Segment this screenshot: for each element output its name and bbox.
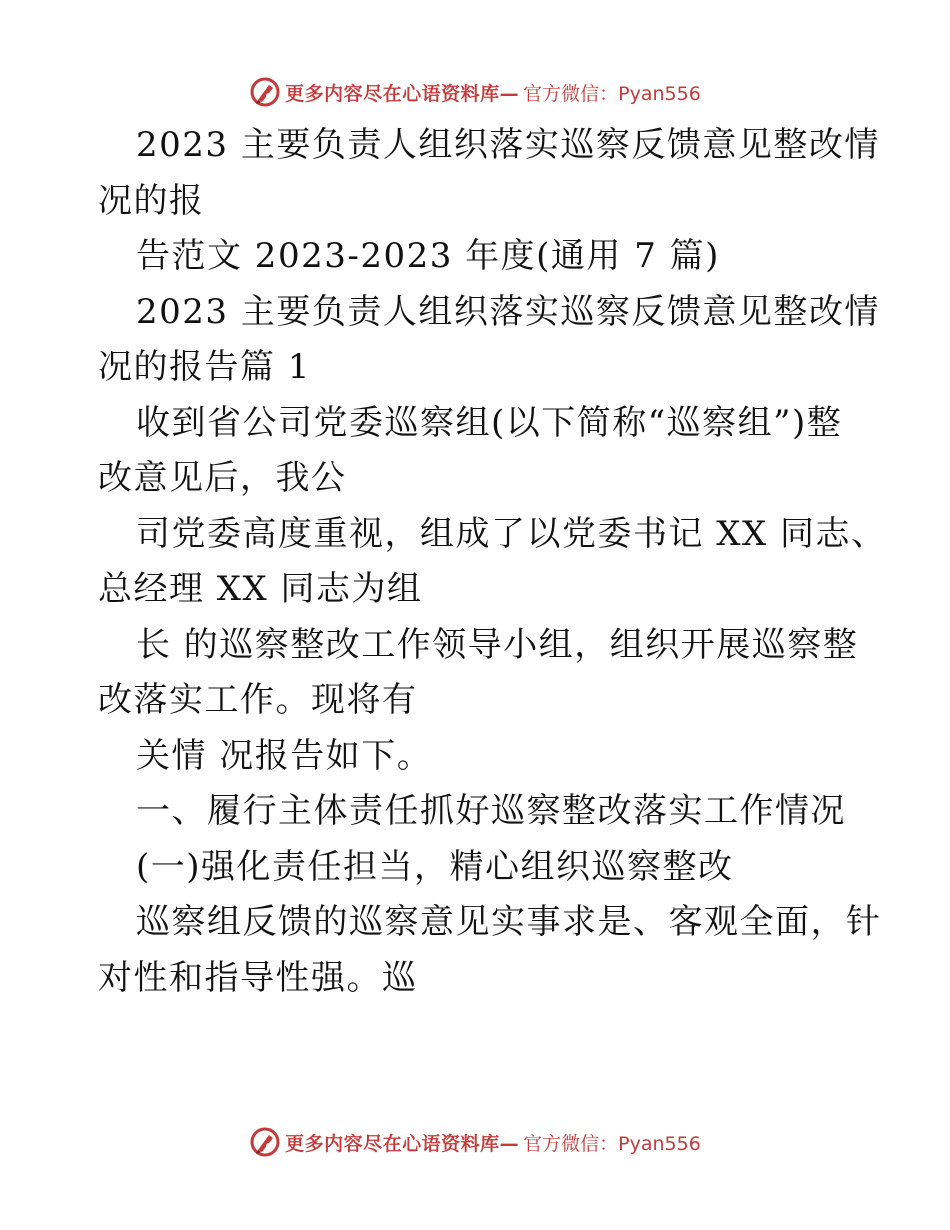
document-line: 关情 况报告如下。 <box>136 735 433 776</box>
document-line: 收到省公司党委巡察组(以下简称“巡察组”)整 <box>136 402 843 443</box>
document-line: 一、履行主体责任抓好巡察整改落实工作情况 <box>136 791 846 831</box>
document-line: 2023 主要负责人组织落实巡察反馈意见整改情 <box>136 291 880 332</box>
banner-slogan: 更多内容尽在心语资料库— <box>285 82 520 105</box>
pen-logo-icon <box>249 76 281 108</box>
document-line: 况的报告篇 1 <box>98 347 311 387</box>
banner-content <box>249 1126 701 1158</box>
banner-content <box>249 76 701 108</box>
document-line: 告范文 2023-2023 年度(通用 7 篇) <box>136 236 720 276</box>
document-line: 总经理 XX 同志为组 <box>98 569 423 609</box>
document-line: 司党委高度重视，组成了以党委书记 XX 同志、 <box>136 513 887 554</box>
pen-logo-icon <box>249 1126 281 1158</box>
banner-wechat-id: 官方微信：Pyan556 <box>523 1132 701 1155</box>
document-line: (一)强化责任担当，精心组织巡察整改 <box>136 846 734 887</box>
document-line: 长 的巡察整改工作领导小组，组织开展巡察整 <box>136 624 859 665</box>
document-body <box>98 118 887 1006</box>
document-line: 2023 主要负责人组织落实巡察反馈意见整改情 <box>136 125 880 165</box>
document-line: 巡察组反馈的巡察意见实事求是、客观全面，针 <box>136 902 882 942</box>
document-line: 改意见后，我公 <box>98 458 347 498</box>
banner-wechat-id: 官方微信：Pyan556 <box>523 82 701 105</box>
document-line: 对性和指导性强。巡 <box>98 957 418 998</box>
document-line: 况的报 <box>98 180 205 221</box>
document-line: 改落实工作。现将有 <box>98 680 418 720</box>
header-watermark-banner <box>0 72 950 112</box>
banner-slogan: 更多内容尽在心语资料库— <box>285 1132 520 1155</box>
footer-watermark-banner <box>0 1122 950 1162</box>
